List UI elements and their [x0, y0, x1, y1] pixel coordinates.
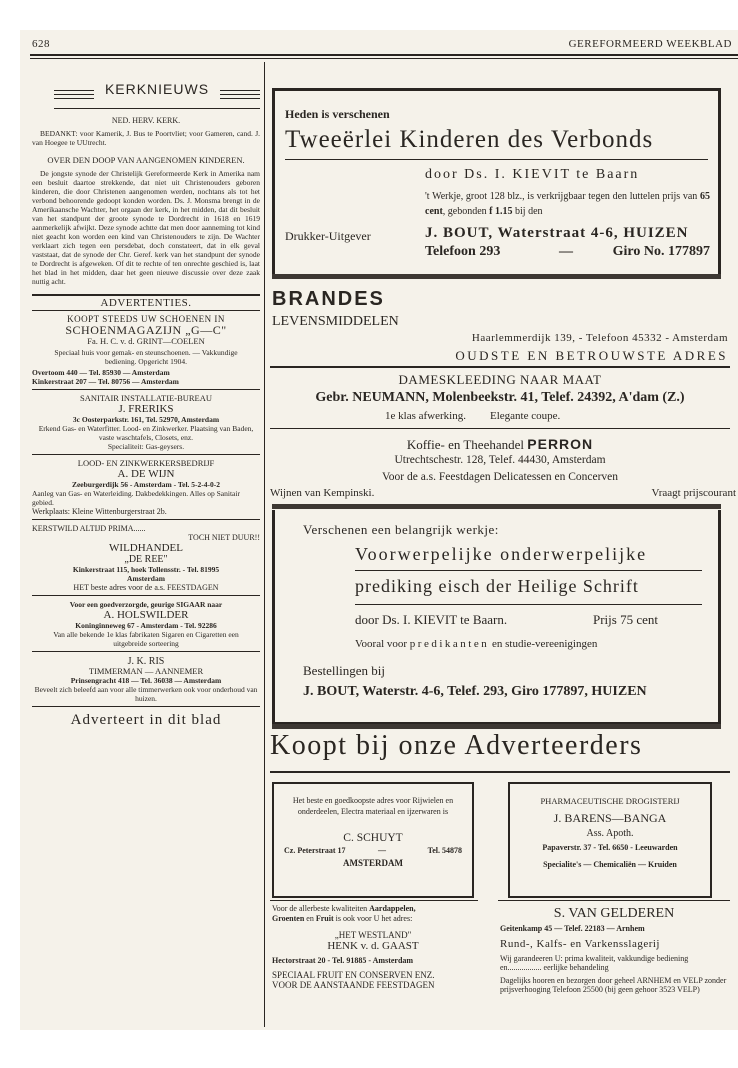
neumann-address: Gebr. NEUMANN, Molenbeekstr. 41, Telef. 24392, A'dam (Z.): [315, 390, 685, 405]
left-column: [32, 80, 260, 729]
ad-ris: J. K. RIS TIMMERMAN — AANNEMER Prinsengracht 418 — Tel. 36038 — Amsterdam Beveelt zich beleefd aan voor alle timmerwerken ook voor onderhoud van huizen.: [34, 656, 258, 703]
kerknieuws-heading: [32, 80, 260, 112]
ad-de-wijn: LOOD- EN ZINKWERKERSBEDRIJF A. DE WIJN Zeeburgerdijk 56 - Amsterdam - Tel. 5-2-4-0-2 Aanleg van Gas- en Waterleiding. Dakbedekkingen. Alles op Sanitair gebied. Werkplaats: Kleine Wittenburgerstraat 2b.: [32, 458, 240, 516]
page-number: 628: [32, 38, 50, 50]
doop-article: De jongste synode der Christelijk Gereformeerde Kerk in Amerika nam een besluit daartoe strekkende, dat niet uit Christenouders geboren kinderen, die door Christenen aangenomen werden, nochtans als tot het verbond behoorende gedoopt konden worden. Ds. J. Monsma brengt in de Amerikaansche Wachter, het orgaan der kerk, in het midden, dat dit besluit van het standpunt der groote synode te Dordrecht in 1618 en 1619 aanmerkelijk afwijkt. Deze synode achtte dat men door aanneming tot kind niet geacht kon worden een kind van Christenouders te zijn. De Wachter verklaart zich tegen een persdebat, doch constateert, dat in elk geval vaststaat, dat de synode der Chr. Geref. kerk van het standpunt der synode te Dordrecht is afgeweken. Of dit te rechte of ten onrechte geschied is, laat het blad in het midden, daar het geen nieuwe discussie over deze zaak nuttig acht.: [32, 169, 260, 286]
doop-heading: OVER DEN DOOP VAN AANGENOMEN KINDEREN.: [47, 155, 245, 165]
ad-gelderen: S. VAN GELDEREN Geitenkamp 45 — Telef. 22183 — Arnhem Rund-, Kalfs- en Varkensslagerij Wij garandeeren U: prima kwaliteit, vakkundige bediening en................. eerlijke behandeling Dagelijks hooren en bezorgen door geheel ARNHEM en VELP zonder prijsverhooging Telefoon 25500 (bij geen gehoor 3523 VELP): [500, 906, 727, 994]
neumann-heading: DAMESKLEEDING NAAR MAAT: [398, 372, 602, 387]
header-rule-thin: [30, 58, 738, 59]
advertenties-heading: ADVERTENTIES.: [100, 297, 192, 309]
journal-title: GEREFORMEERD WEEKBLAD: [568, 38, 732, 50]
ad-holswilder: Voor een goedverzorgde, geurige SIGAAR naar A. HOLSWILDER Koninginneweg 67 - Amsterdam - Tel. 92286 Van alle bekende 1e klas fabrikaten Sigaren en Cigaretten een uitgebreide sorteering: [53, 600, 239, 648]
newspaper-page: 628 GEREFORMEERD WEEKBLAD KERKNIEUWS NED. HERV. KERK. BEDANKT: voor Kamerik, J. Bus te Poortvliet; voor Gameren, cand. J. van Hoegee te UUtrecht. OVER DEN DOOP VAN AANGENOMEN KINDEREN. De jongste synode der Christelijk Gereformeerde Kerk in Amerika nam een besluit daartoe strekkende, dat niet uit Christenouders geboren kinderen, die door Christenen aangenomen werden, nochtans als tot het verbond behoorende gedoopt konden worden. Ds. J. Monsma brengt in de Amerikaansche Wachter, het orgaan der kerk, in het midden, dat dit besluit van het standpunt der groote synode te Dordrecht in 1618 en 1619 aanmerkelijk afwijkt. Deze synode achtte dat men door aanneming tot kind niet geacht kon worden een kind van Christenouders te zijn. De Wachter verklaart zich tegen een persdebat, doch constateert, dat in elk geval vaststaat, dat de synode der Chr. Geref. kerk van het standpunt der synode te Dordrecht is afgeweken. Of dit te rechte of ten onrechte geschied is, laat het blad in het midden, daar het geen nieuwe discussie over deze zaak nuttig acht. ADVERTENTIES. KOOPT STEEDS UW SCHOENEN IN SCHOENMAGAZIJN „G—C" Fa. H. C. v. d. GRINT—COELEN Speciaal huis voor gemak- en steunschoenen. — Vakkundige bediening. Opgericht 1904. Overtoom 440 — Tel. 85930 — Amsterdam Kinkerstraat 207 — Tel. 80756 — Amsterdam SANITAIR INSTALLATIE-BUREAU J. FRERIKS 3c Oosterparkstr. 161, Tel. 52970, Amsterdam Erkend Gas- en Waterfitter. Lood- en Zinkwerker. Plaatsing van Baden, vaste waschtafels, Closets, enz. Specialiteit: Gas-geysers. LOOD- EN ZINKWERKERSBEDRIJF A. DE WIJN Zeeburgerdijk 56 - Amsterdam - Tel. 5-2-4-0-2 Aanleg van Gas- en Waterleiding. Dakbedekkingen. Alles op Sanitair gebied. Werkplaats: Kleine Wittenburgerstraat 2b. KERSTWILD ALTIJD PRIMA...... TOCH NIET DUUR!! WILDHANDEL „DE REE" Kinkerstraat 115, hoek Tollensstr. - Tel. 81995 Amsterdam HET beste adres voor de a.s. FEESTDAGEN Voor een goedverzorgde, geurige SIGAAR naar A. HOLSWILDER Koninginneweg 67 - Amsterdam - Tel. 92286 Van alle bekende 1e klas fabrikaten Sigaren en Cigaretten een uitgebreide sorteering J. K. RIS TIMMERMAN — AANNEMER Prinsengracht 418 — Tel. 36038 — Amsterdam Beveelt zich beleefd aan voor alle timmerwerken ook voor onderhoud van huizen. Adverteert in dit blad Heden is verschenen Tweeërlei Kinderen des Verbonds door Ds. I. KIEVIT te Baarn 't Werkje, groot 128 blz., is verkrijgbaar tegen den luttelen prijs van 65 cent, gebonden f 1.15 bij den Drukker-Uitgever J. BOUT, Waterstraat 4-6, HUIZEN Telefoon 293 — Giro No. 177897 BRANDES LEVENSMIDDELEN Haarlemmerdijk 139, - Telefoon 45332 - Amsterdam OUDSTE EN BETROUWSTE ADRES DAMESKLEEDING NAAR MAAT Gebr. NEUMANN, Molenbeekstr. 41, Telef. 24392, A'dam (Z.) 1e klas afwerking. Elegante coupe. Koffie- en Theehandel PERRON Utrechtschestr. 128, Telef. 44430, Amsterdam Voor de a.s. Feestdagen Delicatessen en Concerven Wijnen van Kempinski. Vraagt prijscourant Verschenen een belangrijk werkje: Voorwerpelijke onderwerpelijke prediking eisch der Heilige Schrift door Ds. I. KIEVIT te Baarn. Prijs 75 cent Vooral voor predikanten en studie-vereenigingen Bestellingen bij J. BOUT, Waterstr. 4-6, Telef. 293, Giro 177897, HUIZEN Koopt bij onze Adverteerders Het beste en goedkoopste adres voor Rijwielen en onderdeelen, Electra materiaal en ijzerwaren is C. SCHUYT Cz. Peterstraat 17 — Tel. 54878 AMSTERDAM PHARMACEUTISCHE DROGISTERIJ J. BARENS—BANGA Ass. Apoth. Papaverstr. 37 - Tel. 6650 - Leeuwarden Specialite's — Chemicaliën — Kruiden Voor de allerbeste kwaliteiten Aardappelen, Groenten en Fruit is ook voor U het adres: „HET WESTLAND" HENK v. d. GAAST Hectorstraat 20 - Tel. 91885 - Amsterdam SPECIAAL FRUIT EN CONSERVEN ENZ. VOOR DE AANSTAANDE FEESTDAGEN S. VAN GELDEREN Geitenkamp 45 — Telef. 22183 — Arnhem Rund-, Kalfs- en Varkensslagerij Wij garandeeren U: prima kwaliteit, vakkundige bediening en................. eerlijke behandeling Dagelijks hooren en bezorgen door geheel ARNHEM en VELP zonder prijsverhooging Telefoon 25500 (bij geen gehoor 3523 VELP): [20, 30, 738, 1030]
ad-gaast: Voor de allerbeste kwaliteiten Aardappelen, Groenten en Fruit is ook voor U het adres: „HET WESTLAND" HENK v. d. GAAST Hectorstraat 20 - Tel. 91885 - Amsterdam SPECIAAL FRUIT EN CONSERVEN ENZ. VOOR DE AANSTAANDE FEESTDAGEN: [272, 904, 435, 990]
bout-title: Tweeërlei Kinderen des Verbonds: [285, 126, 654, 153]
column-divider: [264, 62, 265, 1027]
ned-herv-heading: NED. HERV. KERK.: [111, 116, 181, 125]
adverteert-slogan: Adverteert in dit blad: [70, 712, 222, 728]
header-rule: [30, 54, 738, 56]
ad-werkje: Verschenen een belangrijk werkje: Voorwerpelijke onderwerpelijke prediking eisch der Heilige Schrift door Ds. I. KIEVIT te Baarn. Prijs 75 cent Vooral voor predikanten en studie-vereenigingen Bestellingen bij J. BOUT, Waterstr. 4-6, Telef. 293, Giro 177897, HUIZEN: [272, 510, 721, 725]
ad-wildhandel: KERSTWILD ALTIJD PRIMA...... TOCH NIET DUUR!! WILDHANDEL „DE REE" Kinkerstraat 115, hoek Tollensstr. - Tel. 81995 Amsterdam HET beste adres voor de a.s. FEESTDAGEN: [32, 524, 260, 592]
kerknieuws-title: KERKNIEUWS: [104, 81, 210, 97]
ad-freriks: SANITAIR INSTALLATIE-BUREAU J. FRERIKS 3c Oosterparkstr. 161, Tel. 52970, Amsterdam Erkend Gas- en Waterfitter. Lood- en Zinkwerker. Plaatsing van Baden, vaste waschtafels, Closets, enz. Specialiteit: Gas-geysers.: [38, 393, 254, 451]
brandes-logo: BRANDES: [272, 288, 385, 310]
koopt-slogan: Koopt bij onze Adverteerders: [270, 730, 643, 761]
perron-heading: Koffie- en Theehandel PERRON: [406, 436, 594, 452]
bedankt-text: BEDANKT: voor Kamerik, J. Bus te Poortvliet; voor Gameren, cand. J. van Hoegee te UUtrecht.: [32, 129, 260, 147]
ad-schuyt: Het beste en goedkoopste adres voor Rijwielen en onderdeelen, Electra materiaal en ijzerwaren is C. SCHUYT Cz. Peterstraat 17 — Tel. 54878 AMSTERDAM: [272, 782, 474, 898]
ad-schoenmagazijn: KOOPT STEEDS UW SCHOENEN IN SCHOENMAGAZIJN „G—C" Fa. H. C. v. d. GRINT—COELEN Speciaal huis voor gemak- en steunschoenen. — Vakkundige bediening. Opgericht 1904. Overtoom 440 — Tel. 85930 — Amsterdam Kinkerstraat 207 — Tel. 80756 — Amsterdam: [32, 314, 238, 386]
ad-barens: PHARMACEUTISCHE DROGISTERIJ J. BARENS—BANGA Ass. Apoth. Papaverstr. 37 - Tel. 6650 - Leeuwarden Specialite's — Chemicaliën — Kruiden: [508, 782, 712, 898]
ad-bout-kinderen: Heden is verschenen Tweeërlei Kinderen des Verbonds door Ds. I. KIEVIT te Baarn 't Werkje, groot 128 blz., is verkrijgbaar tegen den luttelen prijs van 65 cent, gebonden f 1.15 bij den Drukker-Uitgever J. BOUT, Waterstraat 4-6, HUIZEN Telefoon 293 — Giro No. 177897: [272, 88, 721, 277]
